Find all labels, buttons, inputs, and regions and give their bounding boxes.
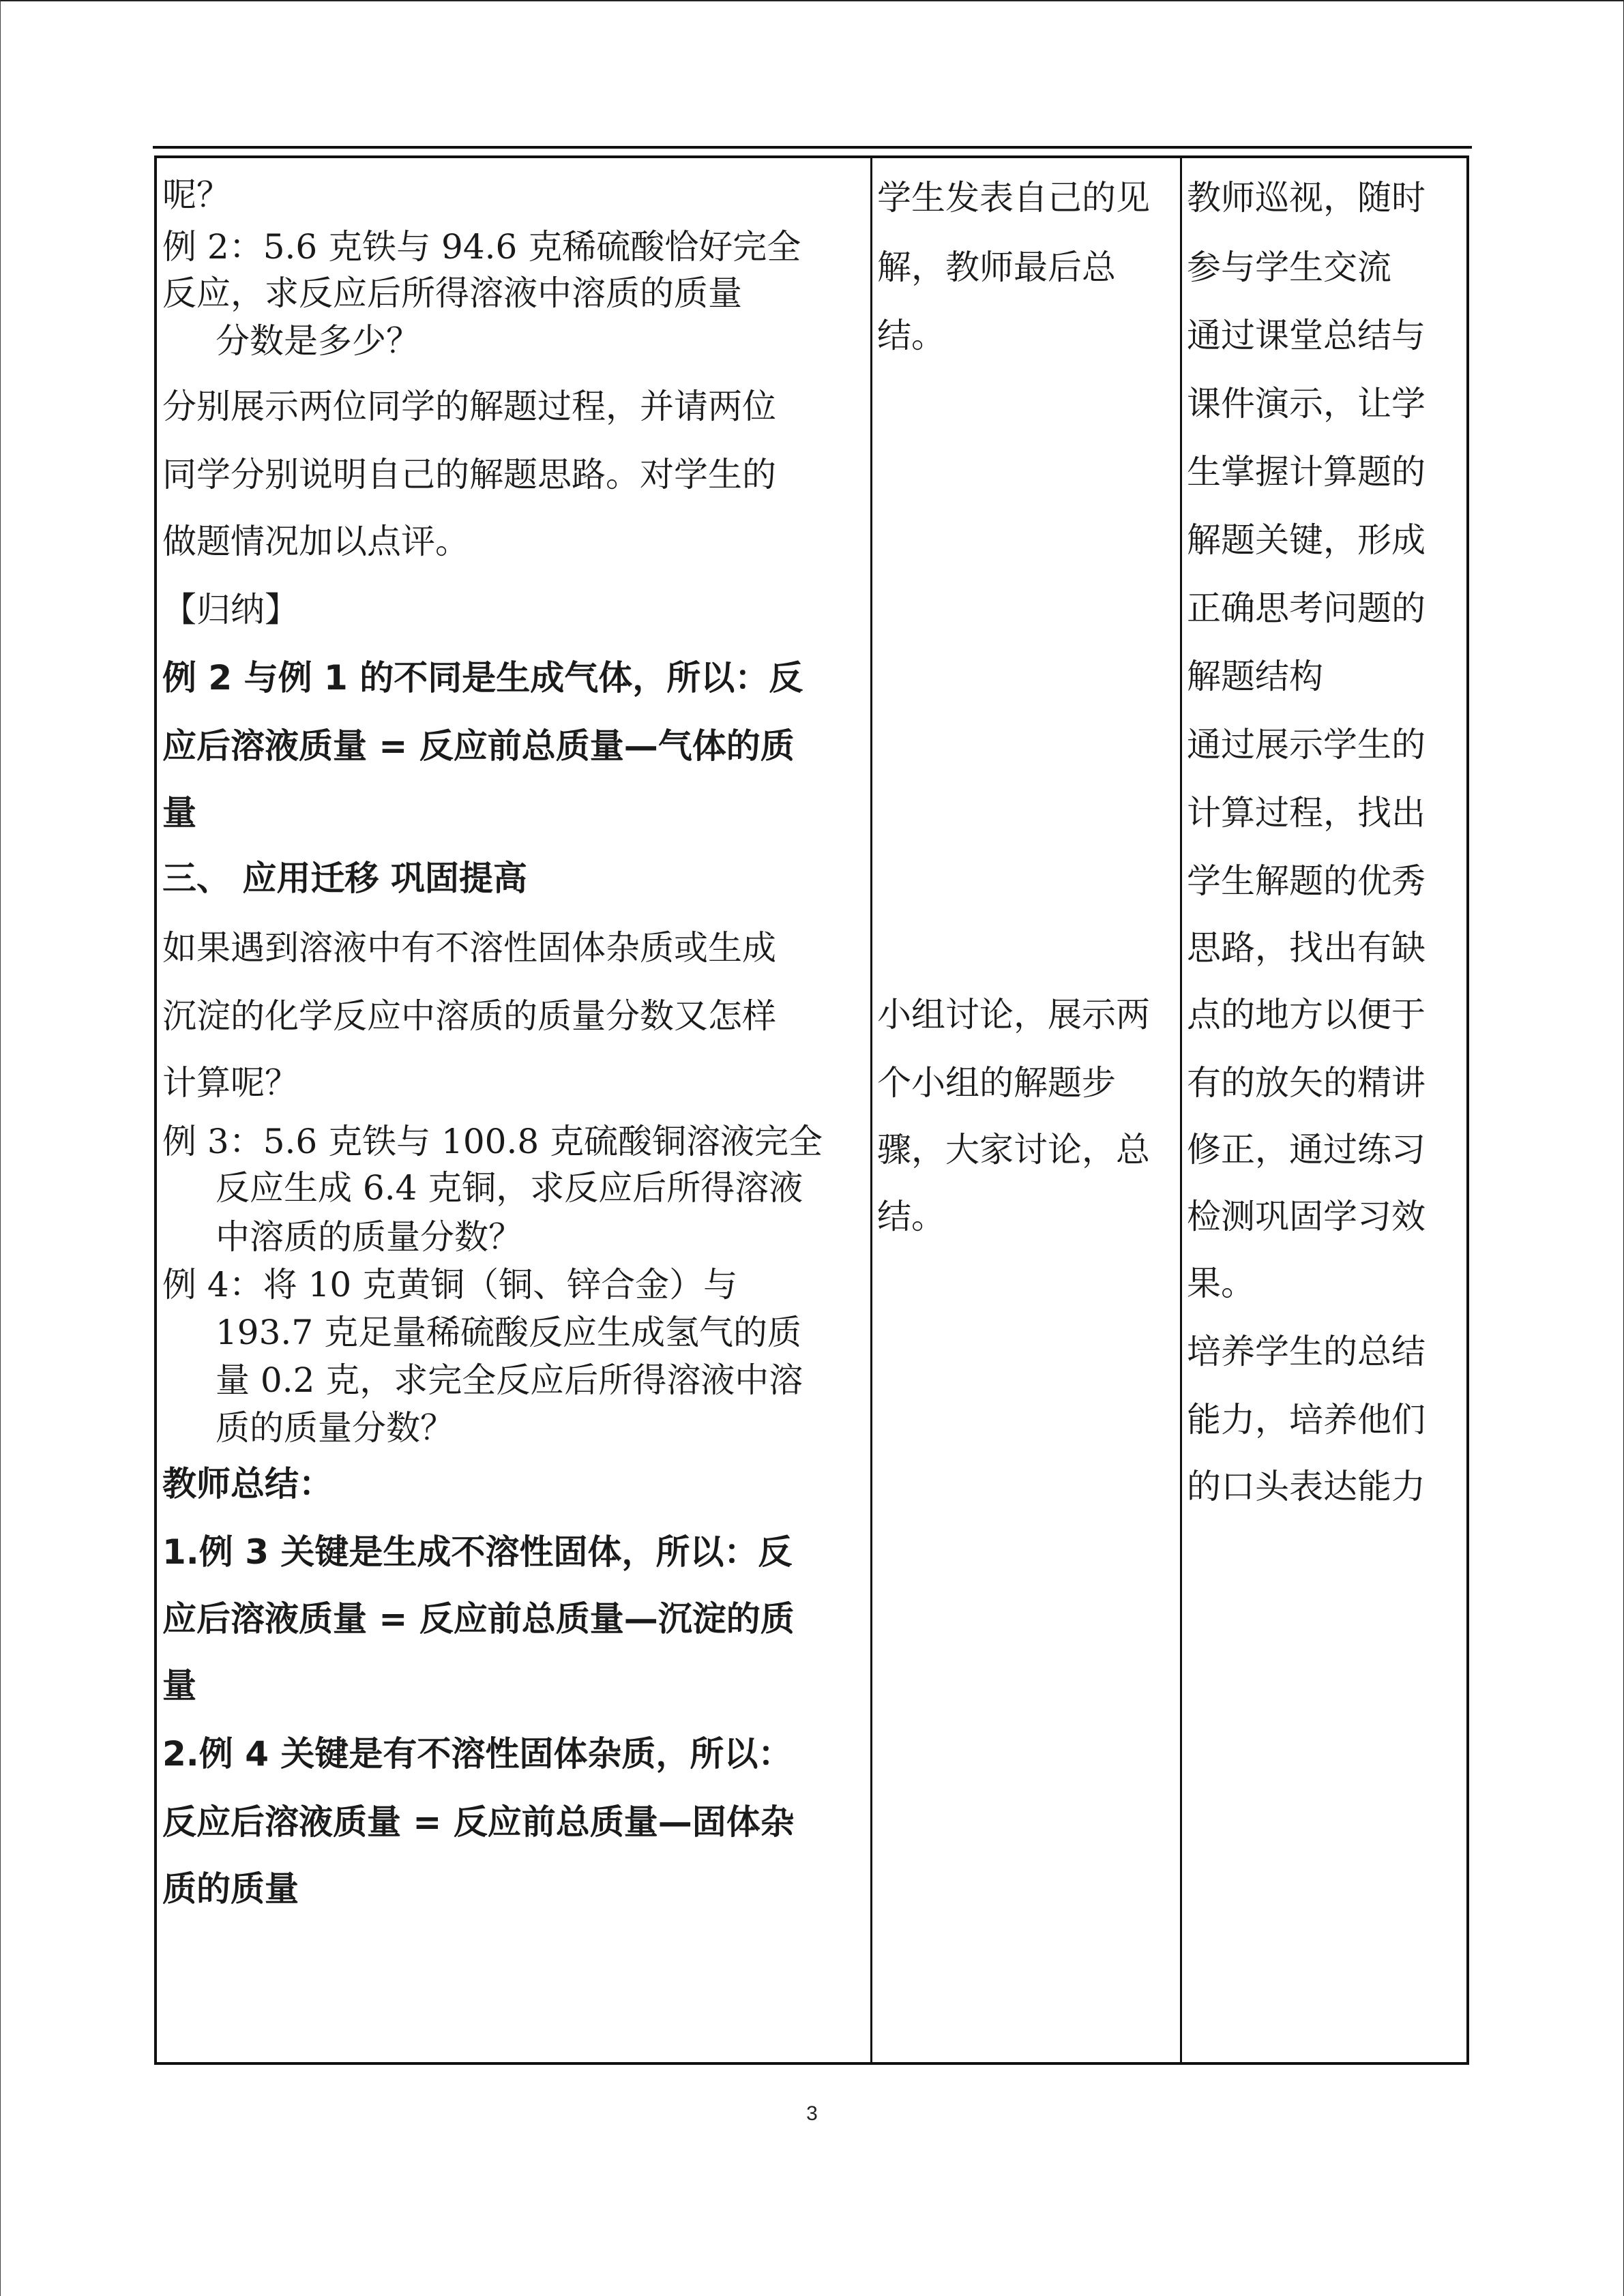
activity-line: 小组讨论，展示两 (877, 995, 1150, 1034)
content-line: 如果遇到溶液中有不溶性固体杂质或生成 (162, 928, 776, 968)
intent-line: 正确思考问题的 (1187, 588, 1426, 628)
content-line: 分数是多少？ (216, 321, 420, 361)
intent-line: 计算过程，找出 (1187, 793, 1426, 833)
activity-line: 解，教师最后总 (877, 248, 1116, 287)
intent-line: 培养学生的总结 (1187, 1332, 1426, 1371)
content-line: 量 (162, 793, 196, 833)
content-line: 质的质量 (162, 1869, 299, 1909)
content-line: 应后溶液质量 = 反应前总质量—气体的质 (162, 726, 795, 766)
intent-line: 教师巡视，随时 (1187, 178, 1426, 218)
intent-line: 修正，通过练习 (1187, 1130, 1426, 1169)
section-heading: 教师总结： (162, 1464, 333, 1504)
content-line: 例 3：5.6 克铁与 100.8 克硫酸铜溶液完全 (162, 1122, 823, 1161)
content-line: 例 2：5.6 克铁与 94.6 克稀硫酸恰好完全 (162, 227, 801, 267)
content-line: 质的质量分数？ (216, 1408, 454, 1448)
content-line: 量 (162, 1666, 196, 1705)
intent-line: 参与学生交流 (1187, 248, 1391, 287)
activity-line: 学生发表自己的见 (877, 178, 1150, 218)
intent-line: 思路，找出有缺 (1187, 928, 1426, 968)
content-line: 例 4：将 10 克黄铜（铜、锌合金）与 (162, 1265, 738, 1304)
content-line: 反应生成 6.4 克铜，求反应后所得溶液 (216, 1168, 803, 1208)
activity-line: 结。 (877, 1197, 945, 1236)
content-line: 计算呢？ (162, 1063, 299, 1103)
section-heading: 【归纳】 (162, 590, 299, 629)
content-line: 193.7 克足量稀硫酸反应生成氢气的质 (216, 1313, 802, 1352)
intent-line: 果。 (1187, 1264, 1255, 1303)
activity-line: 骤，大家讨论，总 (877, 1130, 1150, 1169)
intent-line: 有的放矢的精讲 (1187, 1063, 1426, 1103)
intent-line: 检测巩固学习效 (1187, 1197, 1426, 1236)
page-number: 3 (806, 2102, 818, 2125)
section-heading: 三、 应用迁移 巩固提高 (162, 859, 527, 898)
content-line: 同学分别说明自己的解题思路。对学生的 (162, 455, 776, 494)
intent-line: 通过展示学生的 (1187, 725, 1426, 764)
content-line: 做题情况加以点评。 (162, 522, 469, 561)
content-line: 应后溶液质量 = 反应前总质量—沉淀的质 (162, 1599, 795, 1639)
activity-line: 个小组的解题步 (877, 1063, 1116, 1103)
content-line: 中溶质的质量分数？ (216, 1217, 522, 1257)
content-line: 2.例 4 关键是有不溶性固体杂质，所以： (162, 1734, 793, 1774)
intent-line: 解题关键，形成 (1187, 520, 1426, 560)
intent-line: 点的地方以便于 (1187, 995, 1426, 1034)
content-line: 沉淀的化学反应中溶质的质量分数又怎样 (162, 996, 776, 1036)
intent-line: 生掌握计算题的 (1187, 452, 1426, 492)
header-rule (153, 146, 1472, 149)
intent-line: 课件演示，让学 (1187, 384, 1426, 423)
intent-line: 能力，培养他们 (1187, 1400, 1426, 1440)
content-line: 1.例 3 关键是生成不溶性固体，所以：反 (162, 1532, 793, 1572)
lesson-plan-table (154, 155, 1469, 2065)
intent-line: 的口头表达能力 (1187, 1467, 1426, 1506)
column-divider (870, 158, 872, 2062)
intent-line: 解题结构 (1187, 657, 1323, 696)
content-line: 例 2 与例 1 的不同是生成气体，所以：反 (162, 658, 803, 698)
content-line: 反应，求反应后所得溶液中溶质的质量 (162, 273, 742, 313)
content-line: 分别展示两位同学的解题过程，并请两位 (162, 387, 776, 426)
content-line: 反应后溶液质量 = 反应前总质量—固体杂 (162, 1802, 795, 1842)
content-line: 呢？ (162, 175, 231, 215)
intent-line: 通过课堂总结与 (1187, 316, 1426, 355)
intent-line: 学生解题的优秀 (1187, 861, 1426, 901)
content-line: 量 0.2 克，求完全反应后所得溶液中溶 (216, 1360, 803, 1400)
column-divider (1180, 158, 1182, 2062)
activity-line: 结。 (877, 316, 945, 355)
